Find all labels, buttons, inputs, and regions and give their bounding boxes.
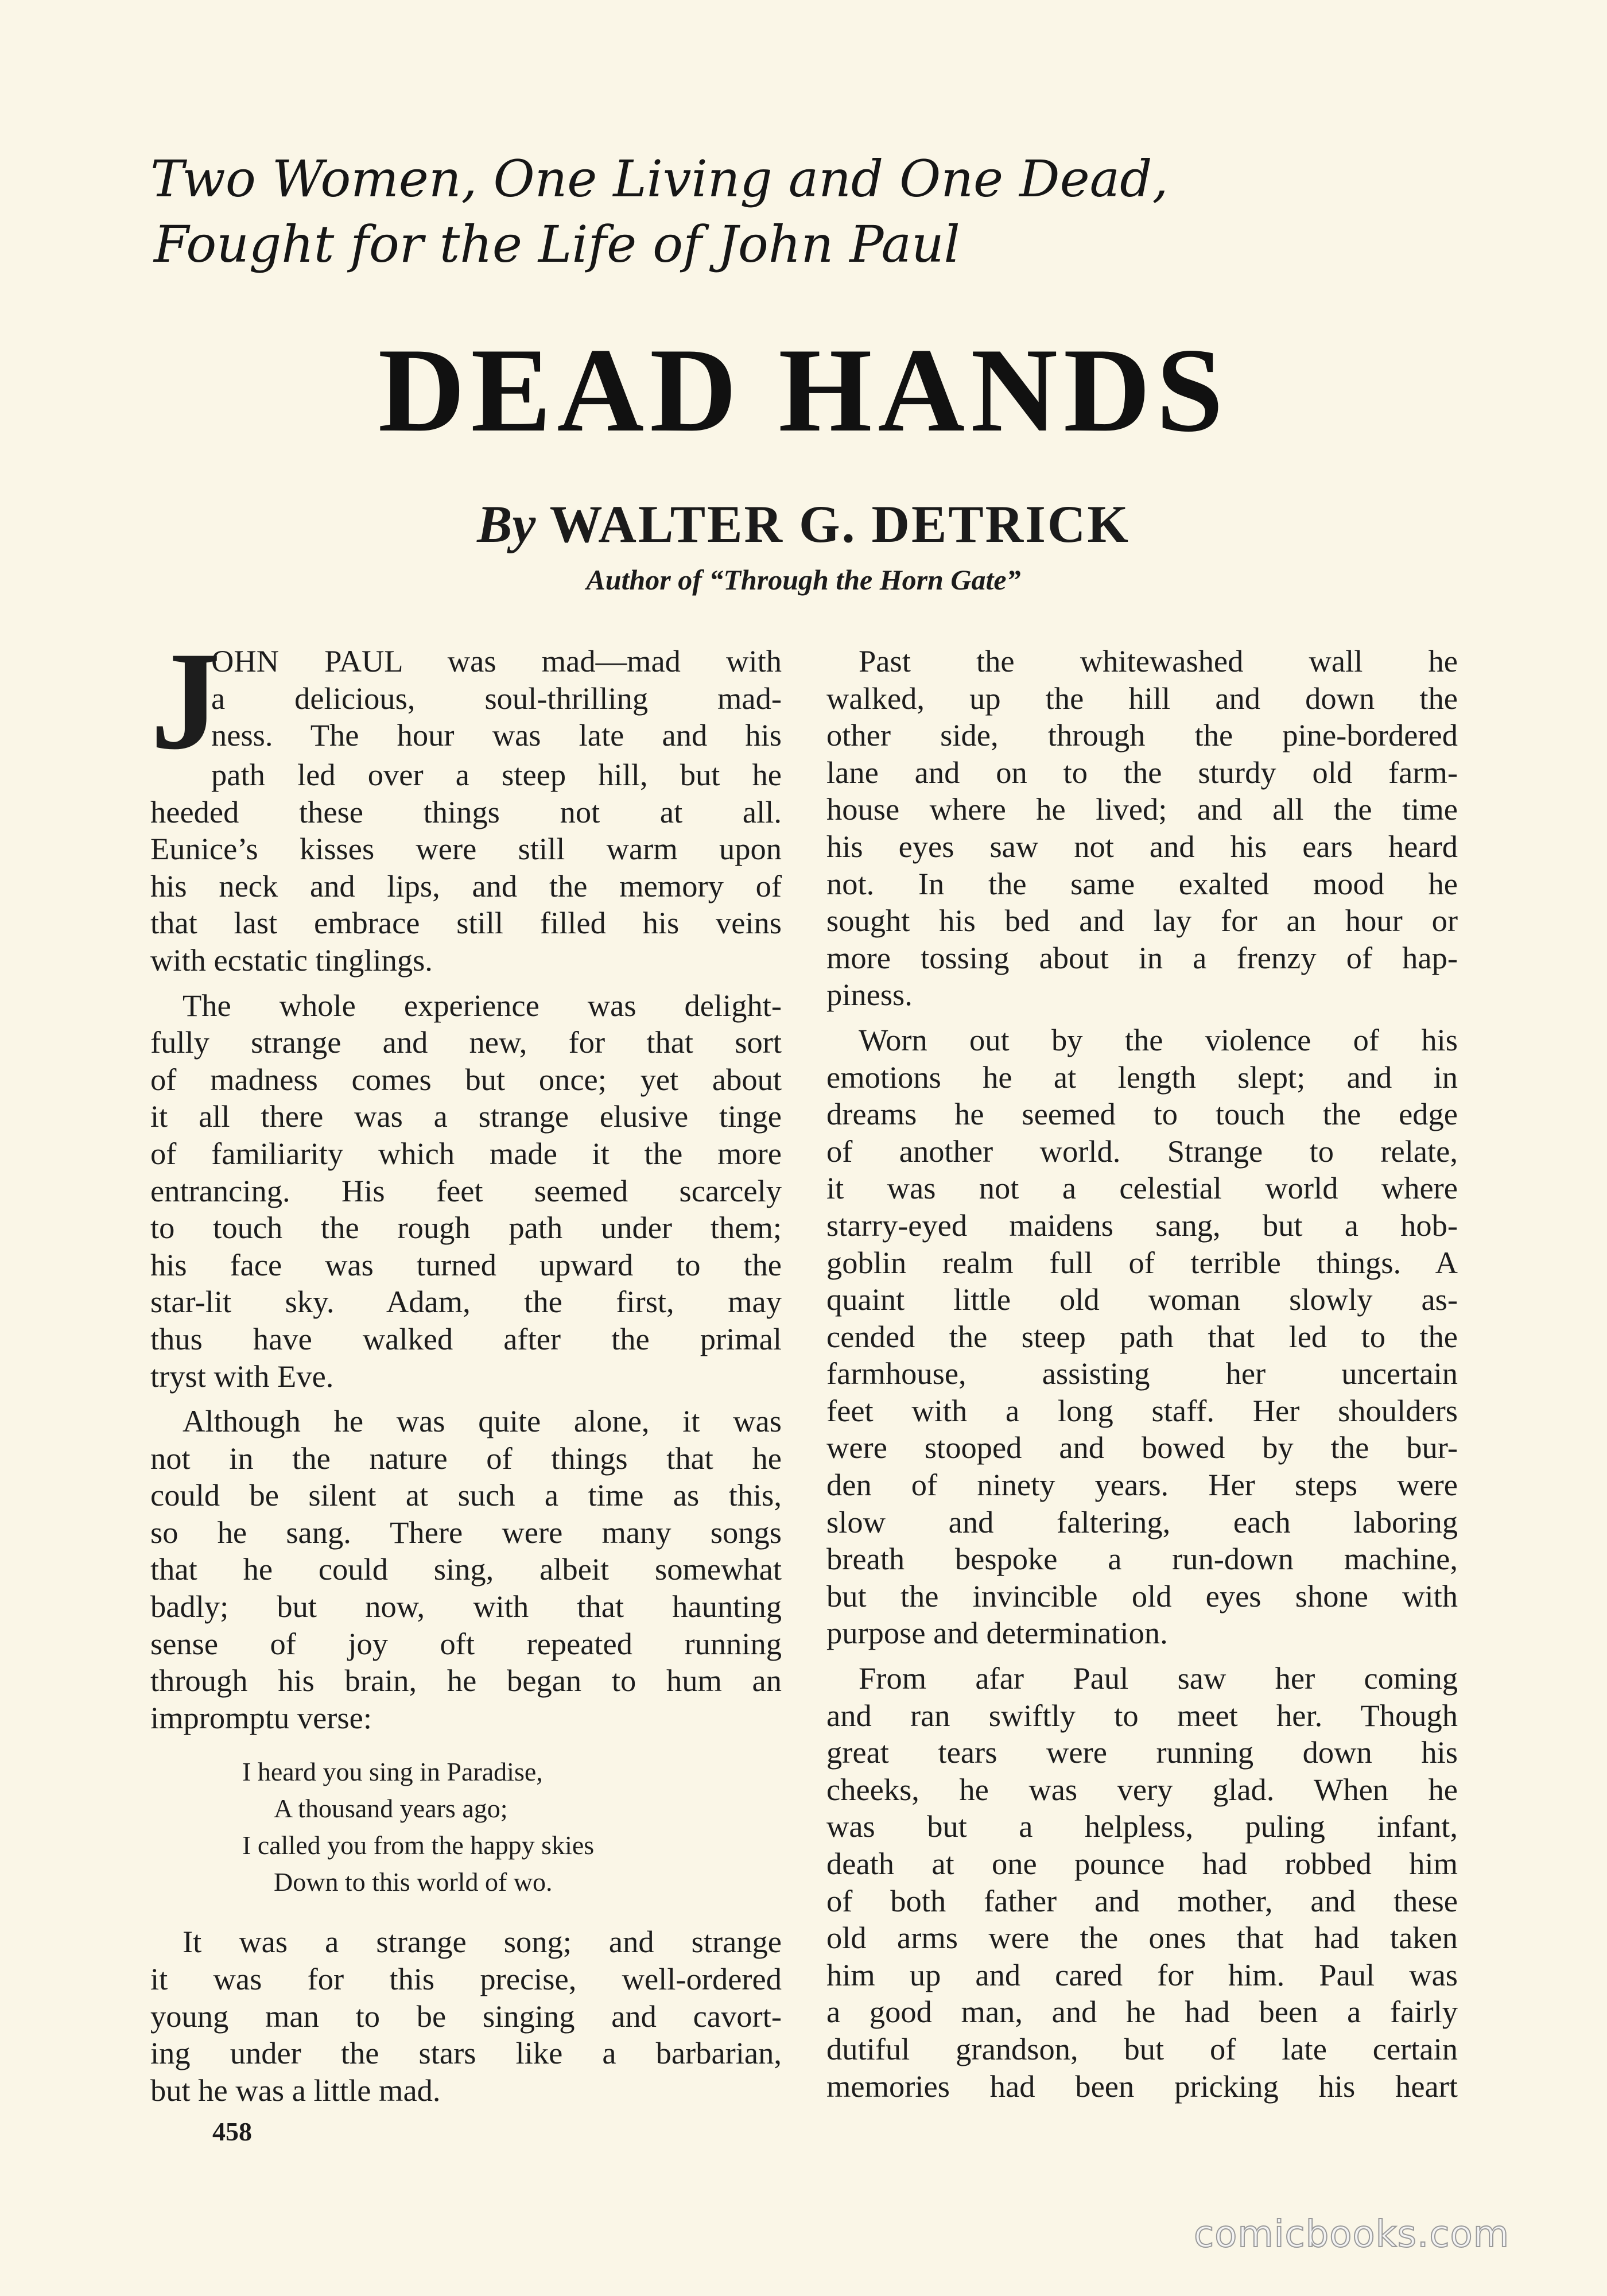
left-column [150, 623, 782, 2109]
poem-line: A thousand years ago; [274, 1794, 508, 1824]
text-line: OHN PAUL was mad—mad with [211, 643, 782, 678]
text-line: tryst with Eve. [150, 1358, 334, 1394]
page-number: 458 [212, 2117, 252, 2146]
byline-by: By [477, 495, 536, 553]
text-line: goblin realm full of terrible things. A [826, 1244, 1458, 1280]
text-line: emotions he at length slept; and in [826, 1059, 1458, 1095]
text-line: it all there was a strange elusive tinge [150, 1099, 782, 1134]
text-line: a delicious, soul-thrilling mad- [211, 680, 782, 716]
text-line: purpose and determination. [826, 1615, 1168, 1651]
text-line: Eunice’s kisses were still warm upon [150, 831, 782, 867]
paragraph [826, 643, 1458, 1014]
paragraph [826, 1660, 1458, 2105]
text-line: It was a strange song; and strange [183, 1924, 782, 1960]
text-line: great tears were running down his [826, 1735, 1458, 1770]
text-line: From afar Paul saw her coming [859, 1661, 1458, 1696]
text-line: so he sang. There were many songs [150, 1514, 782, 1550]
text-line: but he was a little mad. [150, 2072, 441, 2108]
text-line: him up and cared for him. Paul was [826, 1957, 1458, 1992]
text-line: Although he was quite alone, it was [183, 1403, 782, 1439]
text-line: fully strange and new, for that sort [150, 1025, 782, 1060]
text-line: other side, through the pine-bordered [826, 718, 1458, 753]
byline-author: WALTER G. DETRICK [549, 495, 1130, 553]
text-line: were stooped and bowed by the bur- [826, 1430, 1458, 1465]
text-line: starry-eyed maidens sang, but a hob- [826, 1207, 1458, 1243]
text-line: his neck and lips, and the memory of [150, 868, 782, 903]
text-line: The whole experience was delight- [183, 987, 782, 1023]
text-line: a good man, and he had been a fairly [826, 1994, 1458, 2030]
text-line: house where he lived; and all the time [826, 792, 1458, 827]
text-line: feet with a long staff. Her shoulders [826, 1393, 1458, 1428]
poem-line: Down to this world of wo. [274, 1867, 553, 1897]
text-line: entrancing. His feet seemed scarcely [150, 1173, 782, 1208]
text-line: star-lit sky. Adam, the first, may [150, 1284, 782, 1320]
text-line: farmhouse, assisting her uncertain [826, 1356, 1458, 1391]
poem-line: I heard you sing in Paradise, [242, 1757, 543, 1787]
text-line: slow and faltering, each laboring [826, 1504, 1458, 1539]
text-line: Worn out by the violence of his [859, 1022, 1458, 1057]
text-line: cheeks, he was very glad. When he [826, 1771, 1458, 1807]
opening-paragraph [150, 623, 782, 979]
text-line: dreams he seemed to touch the edge [826, 1096, 1458, 1132]
text-line: death at one pounce had robbed him [826, 1846, 1458, 1881]
text-line: that last embrace still filled his veins [150, 905, 782, 941]
text-line: but the invincible old eyes shone with [826, 1578, 1458, 1614]
poem-verse [150, 1754, 782, 1901]
right-column [826, 643, 1458, 2105]
drop-cap: J [150, 623, 221, 778]
text-line: of familiarity which made it the more [150, 1135, 782, 1171]
paragraph [826, 1022, 1458, 1652]
poem-line: I called you from the happy skies [242, 1830, 595, 1860]
text-line: dutiful grandson, but of late certain [826, 2031, 1458, 2066]
text-line: his eyes saw not and his ears heard [826, 828, 1458, 864]
text-line: of another world. Strange to relate, [826, 1133, 1458, 1169]
byline [0, 492, 1607, 556]
text-line: his face was turned upward to the [150, 1247, 782, 1282]
text-line: with ecstatic tinglings. [150, 942, 433, 978]
text-line: not. In the same exalted mood he [826, 866, 1458, 901]
text-line: of madness comes but once; yet about [150, 1061, 782, 1097]
paragraph [150, 1923, 782, 2109]
text-line: through his brain, he began to hum an [150, 1663, 782, 1698]
text-line: memories had been pricking his heart [826, 2068, 1458, 2104]
text-line: more tossing about in a frenzy of hap- [826, 940, 1458, 975]
author-credit: Author of “Through the Horn Gate” [586, 564, 1021, 596]
text-line: to touch the rough path under them; [150, 1210, 782, 1246]
watermark: comicbooks.com [1194, 2213, 1510, 2256]
text-line: old arms were the ones that had taken [826, 1920, 1458, 1956]
text-line: cended the steep path that led to the [826, 1318, 1458, 1354]
tagline-line-1: Two Women, One Living and One Dead, [150, 149, 1169, 208]
text-line: it was not a celestial world where [826, 1170, 1458, 1206]
tagline [150, 146, 1413, 277]
story-title: DEAD HANDS [378, 324, 1229, 457]
text-line: Past the whitewashed wall he [859, 643, 1458, 678]
text-line: could be silent at such a time as this, [150, 1477, 782, 1513]
text-line: ing under the stars like a barbarian, [150, 2035, 782, 2071]
text-line: badly; but now, with that haunting [150, 1589, 782, 1624]
text-line: heeded these things not at all. [150, 794, 782, 829]
text-line: thus have walked after the primal [150, 1321, 782, 1356]
text-line: den of ninety years. Her steps were [826, 1467, 1458, 1503]
paragraph [150, 987, 782, 1395]
paragraph [150, 1403, 782, 1736]
text-line: it was for this precise, well-ordered [150, 1961, 782, 1997]
text-line: lane and on to the sturdy old farm- [826, 754, 1458, 790]
text-line: sought his bed and lay for an hour or [826, 903, 1458, 938]
text-line: ness. The hour was late and his [211, 718, 782, 753]
text-line: impromptu verse: [150, 1700, 372, 1735]
text-line: of both father and mother, and these [826, 1883, 1458, 1918]
text-line: quaint little old woman slowly as- [826, 1282, 1458, 1317]
text-line: was but a helpless, puling infant, [826, 1809, 1458, 1844]
text-line: and ran swiftly to meet her. Though [826, 1697, 1458, 1733]
text-line: young man to be singing and cavort- [150, 1998, 782, 2034]
text-line: walked, up the hill and down the [826, 680, 1458, 716]
text-line: breath bespoke a run-down machine, [826, 1541, 1458, 1577]
text-line: piness. [826, 977, 913, 1013]
text-line: that he could sing, albeit somewhat [150, 1552, 782, 1587]
text-line: sense of joy oft repeated running [150, 1626, 782, 1661]
tagline-line-2: Fought for the Life of John Paul [154, 215, 960, 274]
text-line: path led over a steep hill, but he [211, 757, 782, 792]
text-line: not in the nature of things that he [150, 1440, 782, 1476]
